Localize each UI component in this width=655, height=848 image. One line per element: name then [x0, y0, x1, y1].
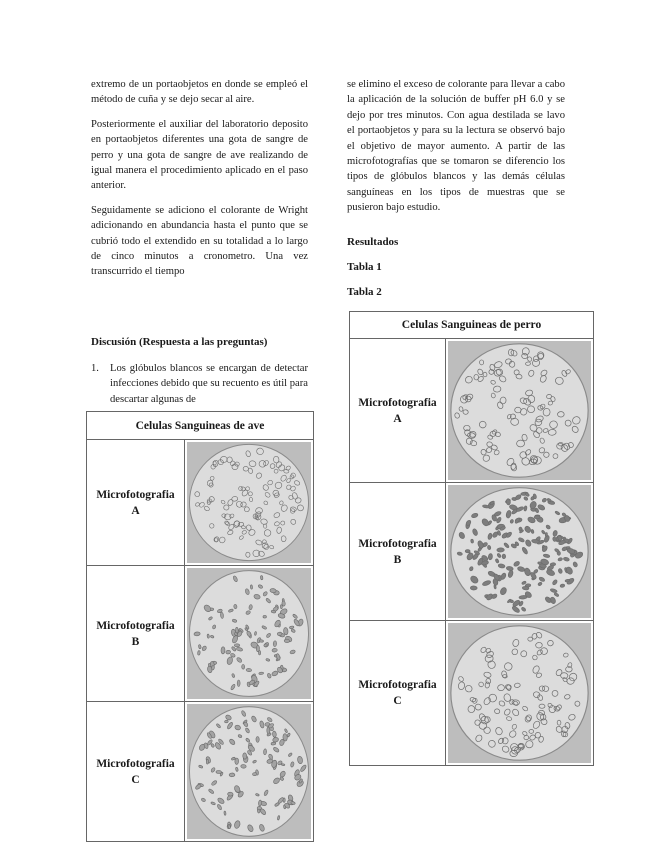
right-column	[347, 77, 565, 225]
micrograph-icon	[448, 485, 591, 618]
table-ave-title: Celulas Sanguineas de ave	[87, 412, 314, 440]
label-text: Microfotografia	[96, 488, 175, 501]
left-column	[91, 77, 308, 289]
tabla-2-label: Tabla 2	[347, 286, 382, 298]
row-label	[87, 440, 185, 566]
list-item-number: 1.	[91, 363, 99, 374]
table-perro	[349, 311, 594, 766]
label-text: Microfotografia	[358, 537, 437, 550]
row-label	[350, 339, 446, 483]
micrograph-icon	[187, 442, 311, 563]
micrograph-icon	[448, 623, 591, 763]
left-paragraph-3: Seguidamente se adiciono el colorante de Wright adicionando en abundancia hasta el punto que se cubrió todo el extendido en su totalidad a lo largo de cinco minutos a cronometro. Una vez transcurrido el tiempo	[91, 204, 308, 278]
photo-cell	[446, 621, 594, 766]
photo-cell	[446, 483, 594, 621]
label-letter: C	[393, 695, 402, 707]
table-row	[350, 339, 594, 483]
table-row	[87, 566, 314, 702]
tabla-1-label: Tabla 1	[347, 261, 382, 273]
photo-cell	[185, 566, 314, 702]
row-label	[87, 702, 185, 842]
table-row	[87, 440, 314, 566]
micrograph-icon	[187, 704, 311, 839]
table-row	[350, 621, 594, 766]
label-letter: C	[131, 773, 140, 786]
list-item-text: Los glóbulos blancos se encargan de detectar infecciones debido que su recuento es útil para descartar algunas de	[110, 363, 308, 405]
micrograph-icon	[448, 341, 591, 480]
photo-cell	[185, 440, 314, 566]
label-text: Microfotografia	[358, 679, 437, 691]
label-text: Microfotografia	[96, 757, 175, 770]
resultados-heading: Resultados	[347, 236, 399, 248]
micrograph-icon	[187, 568, 311, 699]
label-text: Microfotografia	[96, 619, 175, 632]
label-letter: A	[393, 412, 402, 425]
table-row	[87, 702, 314, 842]
photo-cell	[446, 339, 594, 483]
table-perro-title: Celulas Sanguineas de perro	[350, 312, 594, 339]
table-ave	[86, 411, 314, 842]
label-text: Microfotografia	[358, 396, 437, 409]
right-paragraph-1: se elimino el exceso de colorante para llevar a cabo la aplicación de la solución de buffer pH 6.0 y se dejo por tres minutos. Con agua destilada se lavo el portaobjetos y para su la lectura se observó bajo el objetivo de mayor aumento. A partir de las microfotografías que se tomaron se diferencio los tipos de glóbulos blancos y las demás células sanguíneas en los tipos de muestras que se pusieron bajo estudio.	[347, 79, 565, 214]
photo-cell	[185, 702, 314, 842]
label-letter: B	[131, 635, 140, 648]
discussion-heading: Discusión (Respuesta a las preguntas)	[91, 336, 268, 348]
left-paragraph-2: Posteriormente el auxiliar del laboratorio deposito en portaobjetos diferentes una gota de sangre de perro y una gota de sangre de ave realizando de igual manera el procedimiento aplicado en el paso anterior.	[91, 118, 308, 192]
label-letter: A	[131, 504, 140, 517]
left-paragraph-1: extremo de un portaobjetos en donde se empleó el método de cuña y se dejo secar al aire.	[91, 79, 308, 106]
row-label	[350, 621, 446, 766]
row-label	[87, 566, 185, 702]
row-label	[350, 483, 446, 621]
label-letter: B	[393, 553, 402, 566]
table-row	[350, 483, 594, 621]
discussion-list-item	[91, 361, 308, 407]
